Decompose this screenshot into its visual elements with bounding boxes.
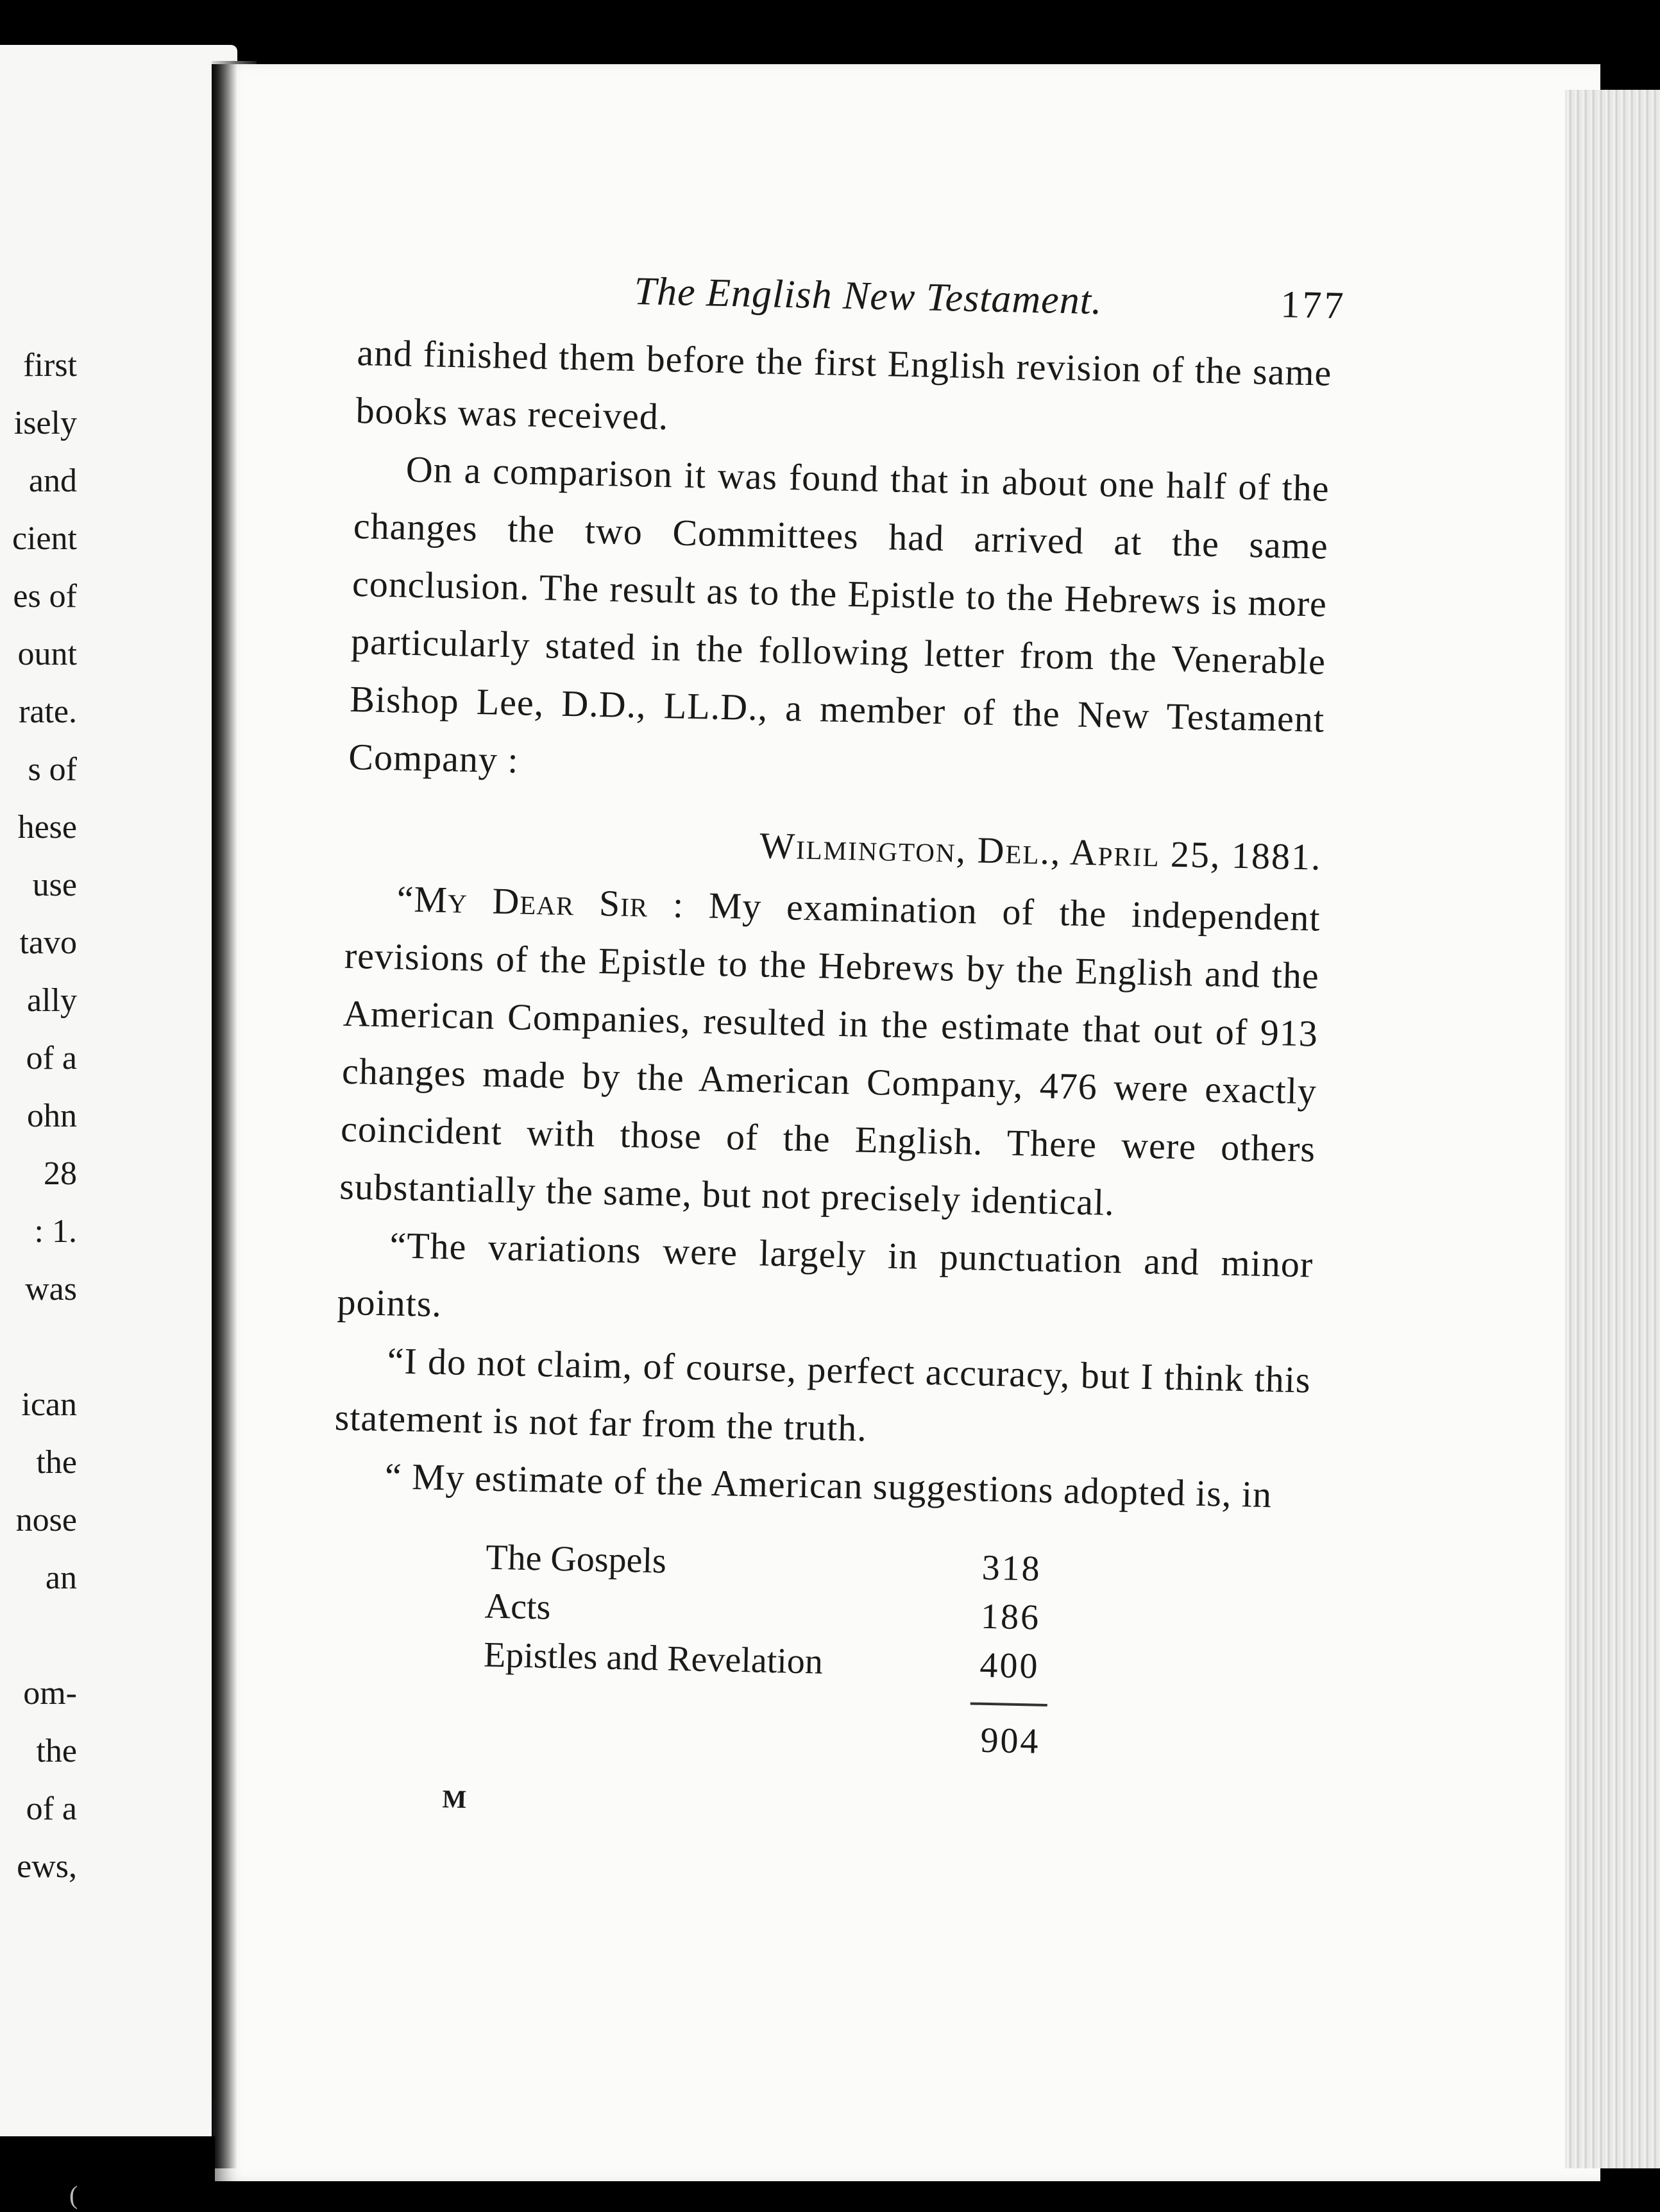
tally-total: 904: [979, 1720, 1041, 1762]
letter-paragraph-1: [339, 869, 1321, 1236]
left-page-line: first: [23, 347, 77, 384]
tally-sum-rule: [970, 1702, 1047, 1706]
left-page-line: ally: [27, 982, 77, 1019]
letter-paragraph-3: “I do not claim, of course, perfect accuracy, but I think this statement is not far from the truth.: [334, 1340, 1312, 1449]
left-page-line: ohn: [27, 1098, 77, 1134]
left-page-line: rate.: [19, 693, 77, 730]
running-title: The English New Testament.: [634, 269, 1103, 323]
left-page-line: : 1.: [34, 1213, 77, 1250]
page-edges: [1565, 90, 1660, 2168]
letter-paragraph-1-text: My examination of the independent revisions of the Epistle to the Hebrews by the English and the American Companies, resulted in the estimate that out of 913 changes made by the American Company, 476 were exactly coincident with those of the English. There were others substantially the same, but not precisely identical.: [339, 884, 1321, 1223]
scan-mark: (: [69, 2181, 78, 2209]
tally-label: Epistles and Revelation: [483, 1635, 824, 1682]
left-page-text-fragments: [0, 337, 77, 1896]
left-page-line: tavo: [19, 924, 77, 961]
letter-paragraph-2: “The variations were largely in punctuation and minor points.: [336, 1224, 1314, 1325]
left-page-line: s of: [28, 751, 77, 788]
left-page-line: 28: [44, 1155, 77, 1192]
page-number: 177: [1280, 283, 1347, 327]
left-page-line: ount: [17, 636, 77, 672]
letter-paragraph-4: “ My estimate of the American suggestions adopted is, in: [384, 1455, 1273, 1516]
tally-value: 186: [980, 1596, 1041, 1638]
left-page-line: cient: [12, 520, 77, 557]
left-page-line: the: [36, 1733, 77, 1769]
left-page-line: use: [32, 867, 77, 903]
left-page-line: [0, 1318, 77, 1376]
paragraph-continuation: and finished them before the first English revision of the same books was received.: [355, 331, 1333, 438]
left-page-line: ews,: [17, 1848, 77, 1885]
paragraph-comparison: On a comparison it was found that in about one half of the changes the two Committees had arrived at the same conclusion. The result as to the Epistle to the Hebrews is more particularly stated in the following letter from the Venerable Bishop Lee, D.D., LL.D., a member of the New Testament Company :: [348, 448, 1330, 781]
left-page-line: hese: [17, 809, 77, 846]
tally-value: 318: [981, 1547, 1042, 1589]
left-page-line: nose: [15, 1502, 77, 1538]
left-page-line: [0, 1607, 77, 1665]
letter-salutation: “My Dear Sir :: [396, 878, 684, 926]
left-page-line: isely: [13, 405, 77, 441]
tally-label: The Gospels: [485, 1537, 667, 1581]
left-page-line: the: [36, 1444, 77, 1481]
left-page-line: was: [25, 1271, 77, 1307]
tally-label: Acts: [484, 1586, 552, 1628]
left-page-line: and: [28, 463, 77, 499]
left-page-line: of a: [26, 1040, 77, 1076]
signature-mark: M: [442, 1784, 467, 1814]
left-page-line: om-: [23, 1675, 77, 1712]
tally-value: 400: [979, 1645, 1040, 1687]
spine-shadow: [212, 64, 237, 2168]
left-page-line: ican: [21, 1386, 77, 1423]
page-content: [326, 250, 1347, 1832]
letter-dateline: Wilmington, Del., April 25, 1881.: [759, 824, 1323, 878]
left-page-line: of a: [26, 1791, 77, 1827]
left-page-line: es of: [13, 578, 77, 615]
suggestions-tally: [482, 1533, 1063, 1765]
left-page-line: an: [45, 1560, 77, 1596]
